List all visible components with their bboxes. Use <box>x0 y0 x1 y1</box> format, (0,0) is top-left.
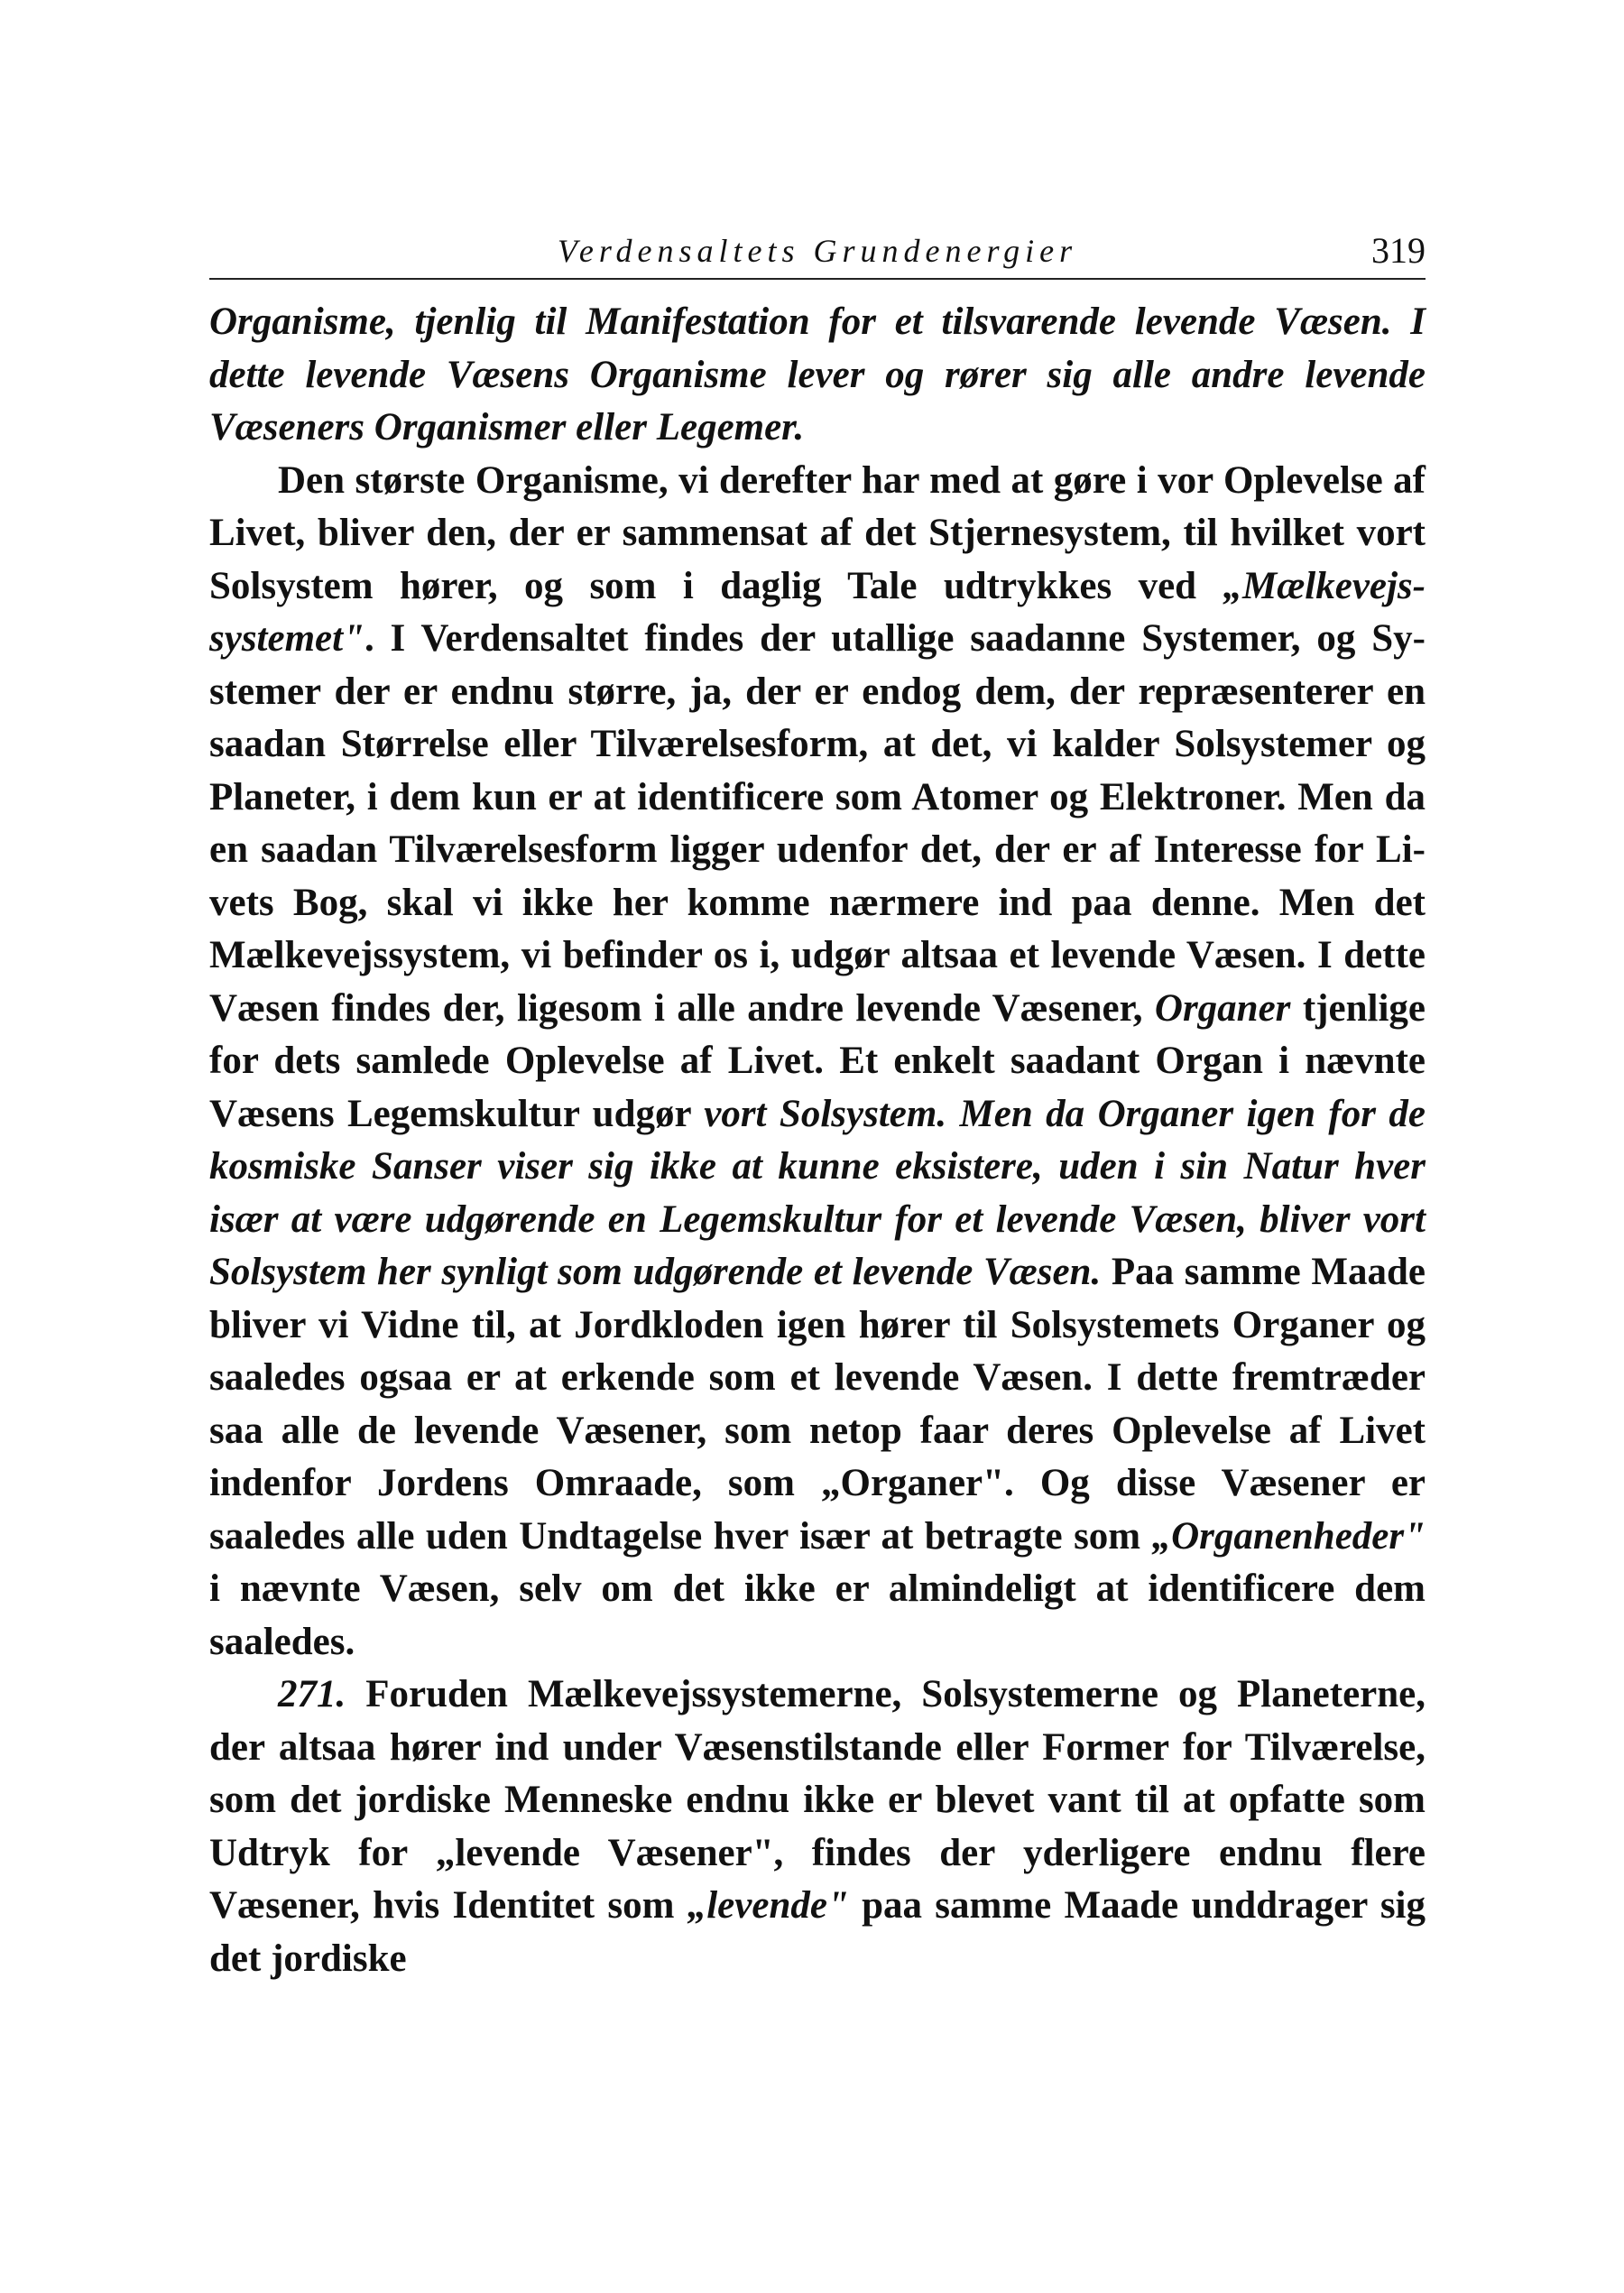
p2-italic-milky-way-system: „Mælkevejssystemet" <box>209 564 1426 660</box>
section-number: 271. <box>278 1673 346 1715</box>
paragraph-1 <box>209 296 1426 455</box>
body-text <box>209 296 1426 1985</box>
p2-segment-3: . I Verdensaltet findes der utallige saadanne Systemer, og Systemer der er endnu større, ja, der er endog dem, der repræsenterer en saadan Størrelse eller Tilværelsesform, at det, vi kalder Solsystemer og Planeter, i dem kun er at identificere som Atomer og Elektroner. Men da en saadan Tilværelsesform ligger udenfor det, der er af Interesse for Livets Bog, skal vi ikke her komme nærmere ind paa denne. Men det Mælkevejssystem, vi befinder os i, udgør altsaa et levende Væsen. I dette Væsen findes der, ligesom i alle andre levende Væsener, <box>209 617 1426 1030</box>
running-head <box>209 226 1426 276</box>
p3-segment-3: paa samme Maade unddrager sig det jordiske <box>209 1884 1426 1980</box>
page-number: 319 <box>1371 230 1426 271</box>
p2-segment-9: i nævnte Væsen, selv om det ikke er almindeligt at identificere dem saaledes. <box>209 1567 1426 1663</box>
p2-segment-1: Den største Organisme, vi derefter har med at gøre i vor Oplevelse af Livet, bliver den, der er sammensat af det Stjernesystem, til hvilket vort Solsystem hører, og som i daglig Tale udtrykkes ved <box>209 458 1426 607</box>
p2-segment-5: tjenlige for dets samlede Oplevelse af Livet. Et enkelt saadant Organ i nævnte Væsens Legemskultur udgør <box>209 986 1426 1135</box>
paragraph-1-text: Organisme, tjenlig til Manifestation for et tilsvarende levende Væsen. I dette levende Væsens Organisme lever og rører sig alle andre levende Væseners Organismer eller Legemer. <box>209 300 1426 448</box>
p2-italic-organs: Organer <box>1154 986 1291 1030</box>
p2-italic-solar-system-passage: vort Solsystem. Men da Organer igen for de kosmiske Sanser viser sig ikke at kunne eksistere, uden i sin Natur hver især at være udgørende en Legemskultur for et levende Væsen, bliver vort Solsystem her synligt som udgørende et levende Væsen. <box>209 1092 1426 1293</box>
running-title: Verdensaltets Grundenergier <box>557 233 1078 269</box>
paragraph-2 <box>209 455 1426 1669</box>
p3-segment-1: Foruden Mælkevejssystemerne, Solsystemerne og Planeterne, der altsaa hører ind under Væsenstilstande eller Former for Tilværelse, som det jordiske Menneske endnu ikke er blevet vant til at opfatte som Udtryk for „levende Væsener", findes der yderligere endnu flere Væsener, hvis Identitet som <box>209 1673 1426 1927</box>
p2-segment-7: Paa samme Maade bliver vi Vidne til, at Jordkloden igen hører til Solsystemets Organer og saaledes ogsaa er at erkende som et levende Væsen. I dette fremtræder saa alle de levende Væsener, som netop faar deres Oplevelse af Livet indenfor Jordens Omraade, som „Organer". Og disse Væsener er saaledes alle uden Undtagelse hver især at betragte som <box>209 1251 1426 1558</box>
book-page <box>209 226 1426 1985</box>
p3-italic-living: „levende" <box>687 1884 849 1927</box>
paragraph-3 <box>209 1669 1426 1985</box>
p2-italic-organ-units: „Organenheder" <box>1151 1514 1426 1558</box>
header-rule <box>209 278 1426 280</box>
